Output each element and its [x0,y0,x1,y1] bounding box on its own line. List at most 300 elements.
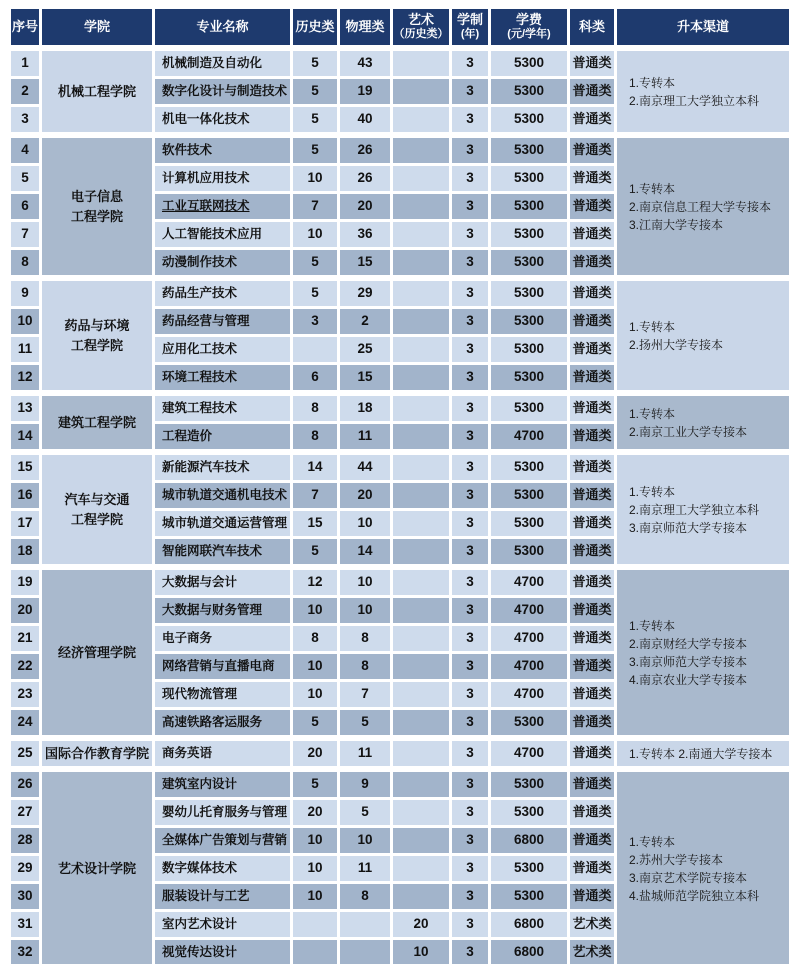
row-number-cell: 24 [11,710,39,735]
table-header [8,6,792,48]
history-quota-cell: 20 [293,800,337,825]
tuition-cell: 6800 [491,828,567,853]
subject-category-cell: 普通类 [570,884,614,909]
major-name-cell: 商务英语 [155,741,290,766]
tuition-cell: 5300 [491,337,567,362]
physics-quota-cell: 25 [340,337,390,362]
duration-years-cell: 3 [452,365,488,390]
subject-category-cell: 普通类 [570,79,614,104]
upgrade-pathway-line3: 3.江南大学专接本 [629,217,724,232]
college-name-line1: 艺术设计学院 [57,860,136,876]
tuition-cell: 5300 [491,856,567,881]
history-quota-cell: 6 [293,365,337,390]
duration-years-cell: 3 [452,222,488,247]
upgrade-pathway-line4: 4.南京农业大学专接本 [629,672,748,687]
major-name-cell: 视觉传达设计 [155,940,290,964]
art-history-quota-cell: 20 [393,912,449,937]
row-number-cell: 5 [11,166,39,191]
subject-category-cell: 普通类 [570,654,614,679]
major-name-cell: 现代物流管理 [155,682,290,707]
row-number-cell: 7 [11,222,39,247]
major-name-cell: 城市轨道交通运营管理 [155,511,290,536]
tuition-cell: 5300 [491,800,567,825]
art-history-quota-cell [393,539,449,564]
tuition-cell: 5300 [491,107,567,132]
history-quota-cell: 10 [293,828,337,853]
upgrade-pathway-line1: 1.专转本 [629,181,676,196]
row-number-cell: 27 [11,800,39,825]
header-cell-art-line1: 艺术 [407,12,434,28]
art-history-quota-cell [393,626,449,651]
major-name-cell: 高速铁路客运服务 [155,710,290,735]
header-cell-college [42,9,152,45]
history-quota-cell: 5 [293,138,337,163]
tuition-cell: 4700 [491,570,567,595]
physics-quota-cell: 11 [340,741,390,766]
major-name-cell: 全媒体广告策划与营销 [155,828,290,853]
physics-quota-cell: 29 [340,281,390,306]
upgrade-pathway-line1: 1.专转本 [629,484,676,499]
table-row [11,138,789,163]
duration-years-cell: 3 [452,138,488,163]
tuition-cell: 5300 [491,166,567,191]
subject-category-cell: 普通类 [570,539,614,564]
tuition-cell: 5300 [491,396,567,421]
physics-quota-cell: 7 [340,682,390,707]
subject-category-cell: 普通类 [570,138,614,163]
row-number-cell: 8 [11,250,39,275]
art-history-quota-cell [393,51,449,76]
major-name-cell: 工程造价 [155,424,290,449]
duration-years-cell: 3 [452,539,488,564]
physics-quota-cell: 8 [340,626,390,651]
header-cell-category-line1: 科类 [578,18,605,34]
physics-quota-cell: 19 [340,79,390,104]
history-quota-cell: 5 [293,539,337,564]
header-cell-major-line1: 专业名称 [196,18,249,34]
row-number-cell: 9 [11,281,39,306]
row-number-cell: 25 [11,741,39,766]
major-name-cell: 环境工程技术 [155,365,290,390]
history-quota-cell: 3 [293,309,337,334]
duration-years-cell: 3 [452,455,488,480]
row-number-cell: 32 [11,940,39,964]
tuition-cell: 4700 [491,424,567,449]
duration-years-cell: 3 [452,884,488,909]
college-name-line1: 电子信息 [70,189,123,204]
physics-quota-cell [340,940,390,964]
row-number-cell: 17 [11,511,39,536]
subject-category-cell: 普通类 [570,483,614,508]
history-quota-cell [293,337,337,362]
college-name-cell [42,570,152,735]
header-cell-major [155,9,290,45]
duration-years-cell: 3 [452,772,488,797]
tuition-cell: 5300 [491,483,567,508]
header-cell-history-line1: 历史类 [295,18,335,34]
row-number-cell: 14 [11,424,39,449]
physics-quota-cell: 18 [340,396,390,421]
physics-quota-cell: 20 [340,483,390,508]
tuition-cell: 5300 [491,194,567,219]
art-history-quota-cell [393,741,449,766]
college-name-line1: 机械工程学院 [57,83,136,99]
history-quota-cell [293,912,337,937]
physics-quota-cell: 11 [340,424,390,449]
college-group-5 [8,452,792,567]
subject-category-cell: 艺术类 [570,912,614,937]
major-name-cell: 数字媒体技术 [155,856,290,881]
subject-category-cell: 普通类 [570,626,614,651]
major-name-cell: 网络营销与直播电商 [155,654,290,679]
art-history-quota-cell [393,598,449,623]
subject-category-cell: 普通类 [570,424,614,449]
history-quota-cell: 5 [293,107,337,132]
subject-category-cell: 普通类 [570,856,614,881]
duration-years-cell: 3 [452,337,488,362]
physics-quota-cell: 43 [340,51,390,76]
row-number-cell: 28 [11,828,39,853]
history-quota-cell [293,940,337,964]
art-history-quota-cell [393,772,449,797]
row-number-cell: 23 [11,682,39,707]
art-history-quota-cell: 10 [393,940,449,964]
history-quota-cell: 10 [293,884,337,909]
upgrade-pathway-line2: 2.南京理工大学独立本科 [629,502,760,517]
major-name-cell: 药品生产技术 [155,281,290,306]
header-cell-years-line1: 学制 [456,12,483,28]
college-name-line1: 建筑工程学院 [57,414,136,430]
art-history-quota-cell [393,166,449,191]
tuition-cell: 6800 [491,912,567,937]
upgrade-pathway-cell [617,570,789,735]
header-cell-tuition-line1: 学费 [515,12,542,28]
history-quota-cell: 10 [293,654,337,679]
physics-quota-cell: 10 [340,598,390,623]
art-history-quota-cell [393,222,449,247]
major-name-cell: 数字化设计与制造技术 [155,79,290,104]
college-name-line1: 经济管理学院 [57,644,136,660]
subject-category-cell: 普通类 [570,772,614,797]
upgrade-pathway-line3: 3.南京艺术学院专接本 [629,870,748,885]
physics-quota-cell: 10 [340,570,390,595]
history-quota-cell: 10 [293,682,337,707]
major-name-cell: 城市轨道交通机电技术 [155,483,290,508]
subject-category-cell: 普通类 [570,365,614,390]
art-history-quota-cell [393,194,449,219]
duration-years-cell: 3 [452,912,488,937]
major-name-cell: 软件技术 [155,138,290,163]
history-quota-cell: 15 [293,511,337,536]
upgrade-pathway-line1: 1.专转本 [629,618,676,633]
duration-years-cell: 3 [452,107,488,132]
subject-category-cell: 普通类 [570,710,614,735]
major-name-cell: 婴幼儿托育服务与管理 [155,800,290,825]
subject-category-cell: 普通类 [570,194,614,219]
history-quota-cell: 8 [293,626,337,651]
art-history-quota-cell [393,682,449,707]
subject-category-cell: 普通类 [570,250,614,275]
tuition-cell: 5300 [491,710,567,735]
major-name-cell: 工业互联网技术 [155,194,290,219]
subject-category-cell: 普通类 [570,455,614,480]
history-quota-cell: 5 [293,772,337,797]
history-quota-cell: 8 [293,396,337,421]
history-quota-cell: 10 [293,222,337,247]
header-cell-tuition-line2: (元/学年) [507,28,551,41]
college-name-cell [42,455,152,564]
physics-quota-cell [340,912,390,937]
subject-category-cell: 普通类 [570,828,614,853]
art-history-quota-cell [393,710,449,735]
table-row [11,396,789,421]
art-history-quota-cell [393,570,449,595]
upgrade-pathway-line2: 2.南京信息工程大学专接本 [629,199,772,214]
college-group-7 [8,738,792,769]
major-name-cell: 机电一体化技术 [155,107,290,132]
upgrade-pathway-line2: 2.南京工业大学专接本 [629,424,748,439]
subject-category-cell: 普通类 [570,51,614,76]
subject-category-cell: 普通类 [570,222,614,247]
row-number-cell: 6 [11,194,39,219]
header-cell-category [570,9,614,45]
upgrade-pathway-cell [617,51,789,132]
history-quota-cell: 20 [293,741,337,766]
subject-category-cell: 普通类 [570,337,614,362]
physics-quota-cell: 10 [340,828,390,853]
duration-years-cell: 3 [452,396,488,421]
header-cell-pathway [617,9,789,45]
college-group-3 [8,278,792,393]
major-name-cell: 机械制造及自动化 [155,51,290,76]
tuition-cell: 5300 [491,511,567,536]
physics-quota-cell: 26 [340,138,390,163]
duration-years-cell: 3 [452,281,488,306]
college-name-cell [42,772,152,964]
major-name-cell: 建筑工程技术 [155,396,290,421]
row-number-cell: 30 [11,884,39,909]
physics-quota-cell: 8 [340,654,390,679]
physics-quota-cell: 10 [340,511,390,536]
upgrade-pathway-cell [617,455,789,564]
subject-category-cell: 普通类 [570,107,614,132]
art-history-quota-cell [393,107,449,132]
upgrade-pathway-line1: 1.专转本 [629,75,676,90]
duration-years-cell: 3 [452,570,488,595]
major-name-cell: 大数据与财务管理 [155,598,290,623]
upgrade-pathway-cell [617,396,789,449]
history-quota-cell: 12 [293,570,337,595]
physics-quota-cell: 26 [340,166,390,191]
history-quota-cell: 14 [293,455,337,480]
art-history-quota-cell [393,337,449,362]
upgrade-pathway-line2: 2.扬州大学专接本 [629,337,724,352]
tuition-cell: 5300 [491,222,567,247]
history-quota-cell: 5 [293,51,337,76]
duration-years-cell: 3 [452,51,488,76]
history-quota-cell: 5 [293,250,337,275]
college-name-line1: 汽车与交通 [64,492,130,507]
physics-quota-cell: 14 [340,539,390,564]
row-number-cell: 22 [11,654,39,679]
duration-years-cell: 3 [452,166,488,191]
major-name-cell: 药品经营与管理 [155,309,290,334]
physics-quota-cell: 5 [340,800,390,825]
art-history-quota-cell [393,396,449,421]
subject-category-cell: 普通类 [570,682,614,707]
college-name-line1: 国际合作教育学院 [44,745,149,761]
duration-years-cell: 3 [452,424,488,449]
header-cell-art-line2: （历史类） [393,28,449,41]
upgrade-pathway-line2: 2.南京财经大学专接本 [629,636,748,651]
college-group-6 [8,567,792,738]
art-history-quota-cell [393,654,449,679]
duration-years-cell: 3 [452,598,488,623]
major-name-cell: 服装设计与工艺 [155,884,290,909]
tuition-cell: 4700 [491,741,567,766]
subject-category-cell: 普通类 [570,598,614,623]
row-number-cell: 29 [11,856,39,881]
duration-years-cell: 3 [452,654,488,679]
tuition-cell: 6800 [491,940,567,964]
history-quota-cell: 10 [293,856,337,881]
table-row [11,281,789,306]
college-name-line1: 药品与环境 [64,318,130,333]
art-history-quota-cell [393,856,449,881]
upgrade-pathway-line2: 2.苏州大学专接本 [629,852,724,867]
row-number-cell: 21 [11,626,39,651]
history-quota-cell: 7 [293,194,337,219]
subject-category-cell: 普通类 [570,570,614,595]
header-cell-physics-line1: 物理类 [345,18,385,34]
header-cell-years-line2: (年) [460,28,480,41]
table-row [11,570,789,595]
upgrade-pathway-line3: 3.南京师范大学专接本 [629,654,748,669]
college-name-cell [42,741,152,766]
duration-years-cell: 3 [452,483,488,508]
upgrade-pathway-cell [617,772,789,964]
upgrade-pathway-line3: 3.南京师范大学专接本 [629,520,748,535]
header-cell-tuition [491,9,567,45]
table-row [11,772,789,797]
upgrade-pathway-cell [617,741,789,766]
duration-years-cell: 3 [452,194,488,219]
row-number-cell: 3 [11,107,39,132]
upgrade-pathway-line1: 1.专转本 [629,406,676,421]
tuition-cell: 4700 [491,682,567,707]
tuition-cell: 4700 [491,598,567,623]
header-cell-history [293,9,337,45]
row-number-cell: 31 [11,912,39,937]
college-group-4 [8,393,792,452]
duration-years-cell: 3 [452,79,488,104]
table-row [11,741,789,766]
tuition-cell: 5300 [491,539,567,564]
header-row [11,9,789,45]
duration-years-cell: 3 [452,828,488,853]
college-group-8 [8,769,792,964]
header-cell-no [11,9,39,45]
tuition-cell: 5300 [491,250,567,275]
college-name-cell [42,51,152,132]
college-name-cell [42,138,152,275]
history-quota-cell: 5 [293,710,337,735]
row-number-cell: 20 [11,598,39,623]
row-number-cell: 18 [11,539,39,564]
major-name-cell: 人工智能技术应用 [155,222,290,247]
subject-category-cell: 艺术类 [570,940,614,964]
duration-years-cell: 3 [452,940,488,964]
header-cell-college-line1: 学院 [83,18,110,34]
art-history-quota-cell [393,884,449,909]
college-name-cell [42,281,152,390]
tuition-cell: 5300 [491,772,567,797]
major-name-cell: 智能网联汽车技术 [155,539,290,564]
college-name-line2: 工程学院 [70,208,123,224]
duration-years-cell: 3 [452,626,488,651]
physics-quota-cell: 40 [340,107,390,132]
college-name-line2: 工程学院 [70,511,123,527]
duration-years-cell: 3 [452,250,488,275]
header-cell-no-line1: 序号 [11,18,38,34]
art-history-quota-cell [393,250,449,275]
tuition-cell: 5300 [491,365,567,390]
duration-years-cell: 3 [452,309,488,334]
subject-category-cell: 普通类 [570,741,614,766]
tuition-cell: 5300 [491,309,567,334]
upgrade-pathway-cell [617,138,789,275]
history-quota-cell: 5 [293,281,337,306]
college-name-cell [42,396,152,449]
tuition-cell: 4700 [491,626,567,651]
art-history-quota-cell [393,281,449,306]
art-history-quota-cell [393,800,449,825]
subject-category-cell: 普通类 [570,166,614,191]
enrollment-table-body [8,48,792,964]
header-cell-art [393,9,449,45]
major-name-cell: 动漫制作技术 [155,250,290,275]
row-number-cell: 4 [11,138,39,163]
art-history-quota-cell [393,309,449,334]
subject-category-cell: 普通类 [570,281,614,306]
table-row [11,455,789,480]
major-name-cell: 新能源汽车技术 [155,455,290,480]
row-number-cell: 12 [11,365,39,390]
subject-category-cell: 普通类 [570,800,614,825]
duration-years-cell: 3 [452,710,488,735]
header-cell-physics [340,9,390,45]
major-name-cell: 电子商务 [155,626,290,651]
upgrade-pathway-line1: 1.专转本 [629,319,676,334]
tuition-cell: 5300 [491,51,567,76]
college-group-2 [8,135,792,278]
college-group-1 [8,48,792,135]
header-cell-years [452,9,488,45]
row-number-cell: 19 [11,570,39,595]
physics-quota-cell: 11 [340,856,390,881]
history-quota-cell: 5 [293,79,337,104]
tuition-cell: 5300 [491,455,567,480]
row-number-cell: 13 [11,396,39,421]
physics-quota-cell: 44 [340,455,390,480]
college-name-line2: 工程学院 [70,337,123,353]
upgrade-pathway-line1: 1.专转本 2.南通大学专接本 [629,746,773,761]
art-history-quota-cell [393,455,449,480]
subject-category-cell: 普通类 [570,396,614,421]
row-number-cell: 16 [11,483,39,508]
art-history-quota-cell [393,483,449,508]
physics-quota-cell: 15 [340,365,390,390]
